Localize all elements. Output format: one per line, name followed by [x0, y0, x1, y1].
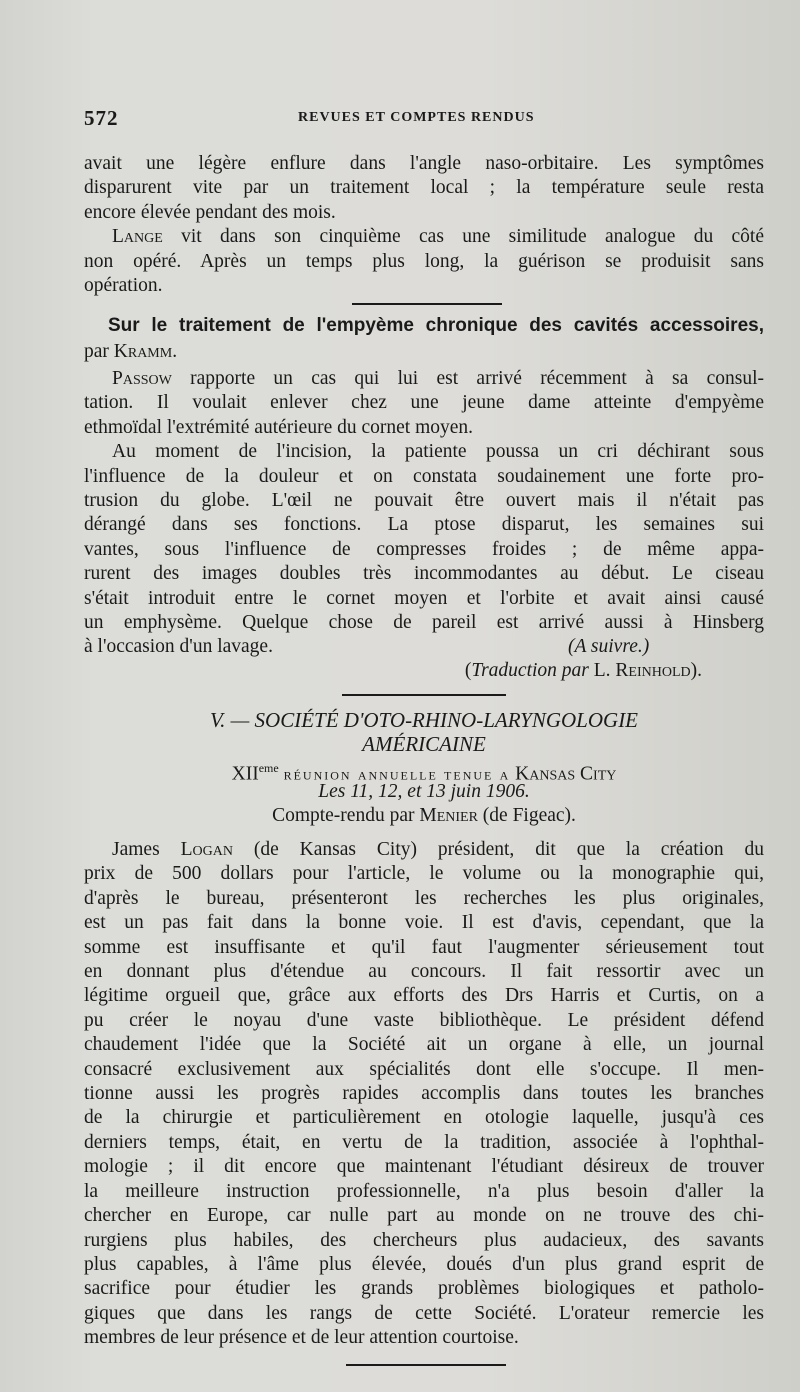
- text-line: dérangé dans ses fonctions. La ptose disparut, les semaines sui: [84, 514, 764, 536]
- text-line: tionne aussi les progrès rapides accomplis dans toutes les branches: [84, 1083, 764, 1105]
- society-report-body: [84, 838, 764, 1351]
- text-line: prix de 500 dollars pour l'article, le volume ou la monographie qui,: [84, 863, 764, 885]
- section-divider: [342, 694, 506, 696]
- paragraph-lange: Lange vit dans son cinquième cas une similitude analogue du côté: [112, 226, 764, 248]
- to-follow-note: (A suivre.): [568, 636, 650, 658]
- section-heading: V. — SOCIÉTÉ D'OTO-RHINO-LARYNGOLOGIE: [209, 708, 639, 732]
- page-header: [84, 106, 644, 130]
- running-head: REVUES ET COMPTES RENDUS: [298, 110, 535, 125]
- article-body: [84, 367, 764, 660]
- text-line: giques que dans les rangs de cette Société. L'orateur remercie les: [84, 1302, 764, 1324]
- paragraph-logan: James Logan (de Kansas City) président, dit que la création du: [112, 839, 764, 860]
- text-line: avait une légère enflure dans l'angle naso-orbitaire. Les symptômes: [84, 153, 764, 174]
- text-line: un emphysème. Quelque chose de pareil est arrivé aussi à Hinsberg: [84, 612, 764, 634]
- text-line: de la chirurgie et particulièrement en otologie laquelle, jusqu'à ces: [84, 1107, 764, 1129]
- text-line: vantes, sous l'influence de compresses froides ; de même appa-: [84, 538, 764, 560]
- text-line: rurgiens plus habiles, des chercheurs plus audacieux, des savants: [84, 1229, 764, 1251]
- text-line: chercher en Europe, car nulle part au monde on ne trouve des chi-: [84, 1205, 764, 1227]
- text-line: tation. Il voulait enlever chez une jeune dame atteinte d'empyème: [84, 392, 764, 414]
- text-line: à l'occasion d'un lavage. (A suivre.): [84, 635, 764, 659]
- text-line: sacrifice pour étudier les grands problèmes biologiques et patholo-: [84, 1278, 764, 1300]
- report-byline: Compte-rendu par Menier (de Figeac).: [272, 805, 576, 826]
- text-line: ethmoïdal l'extrémité autérieure du cornet moyen.: [84, 416, 474, 438]
- article-byline: par Kramm.: [84, 341, 178, 362]
- text-line: s'était introduit entre le cornet moyen et l'orbite et avait ainsi causé: [84, 587, 764, 609]
- text-line: mologie ; il dit encore que maintenant l'étudiant désireux de trouver: [84, 1156, 764, 1178]
- text-line: plus capables, à l'âme plus élevée, doués d'un plus grand esprit de: [84, 1253, 764, 1275]
- text-line: Au moment de l'incision, la patiente poussa un cri déchirant sous: [112, 441, 764, 463]
- text-line: rurent des images doubles très incommodantes au début. Le ciseau: [84, 563, 764, 585]
- continuation-section: [84, 152, 764, 298]
- translation-attribution: (Traduction par L. Reinhold).: [464, 660, 702, 681]
- meeting-dates: Les 11, 12, et 13 juin 1906.: [318, 781, 530, 802]
- section-divider: [352, 303, 502, 305]
- page-number: 572: [84, 106, 119, 130]
- author-name: Logan: [180, 839, 233, 860]
- text-line: la meilleure instruction professionnelle, n'a plus besoin d'aller la: [84, 1180, 764, 1202]
- section-divider: [346, 1364, 506, 1366]
- author-name: Kramm: [113, 341, 173, 362]
- text-line: membres de leur présence et de leur attention courtoise.: [84, 1327, 519, 1349]
- text-line: d'après le bureau, présenteront les recherches les plus originales,: [84, 887, 764, 909]
- meeting-info: XIIeme réunion annuelle tenue a Kansas City: [231, 761, 617, 785]
- text-line: est un pas fait dans la bonne voie. Il est d'avis, cependant, que la: [84, 912, 764, 934]
- text-line: l'influence de la douleur et on constata soudainement une forte pro-: [84, 465, 764, 487]
- text-line: en donnant plus d'étendue au concours. Il fait ressortir avec un: [84, 961, 764, 983]
- author-name: Passow: [112, 368, 172, 389]
- text-line: somme est insuffisante et qu'il faut l'augmenter sérieusement tout: [84, 936, 764, 958]
- text-line: chaudement l'idée que la Société ait un organe à elle, un journal: [84, 1034, 764, 1056]
- translator-name: L. Reinhold: [593, 660, 691, 681]
- text-line: encore élevée pendant des mois.: [84, 201, 336, 223]
- text-line: non opéré. Après un temps plus long, la guérison se produisit sans: [84, 250, 764, 272]
- section-heading-line2: AMÉRICAINE: [362, 732, 486, 756]
- text-line: consacré exclusivement aux spécialités dont elle s'occupe. Il men-: [84, 1058, 764, 1080]
- paragraph-passow: Passow rapporte un cas qui lui est arrivé récemment à sa consul-: [112, 368, 764, 389]
- text-line: légitime orgueil que, grâce aux efforts des Drs Harris et Curtis, on a: [84, 985, 764, 1007]
- text-line: trusion du globe. L'œil ne pouvait être ouvert mais il n'était pas: [84, 490, 764, 512]
- author-name: Lange: [112, 226, 163, 248]
- article-title: Sur le traitement de l'empyème chronique des cavités accessoires,: [108, 315, 764, 336]
- text-line: pu créer le noyau d'une vaste bibliothèque. Le président défend: [84, 1009, 764, 1031]
- text-line: derniers temps, était, en vertu de la tradition, associée à l'ophthal-: [84, 1131, 764, 1153]
- text-line: disparurent vite par un traitement local ; la température seule resta: [84, 177, 764, 199]
- reporter-name: Menier: [419, 805, 478, 826]
- text-line: opération.: [84, 275, 163, 297]
